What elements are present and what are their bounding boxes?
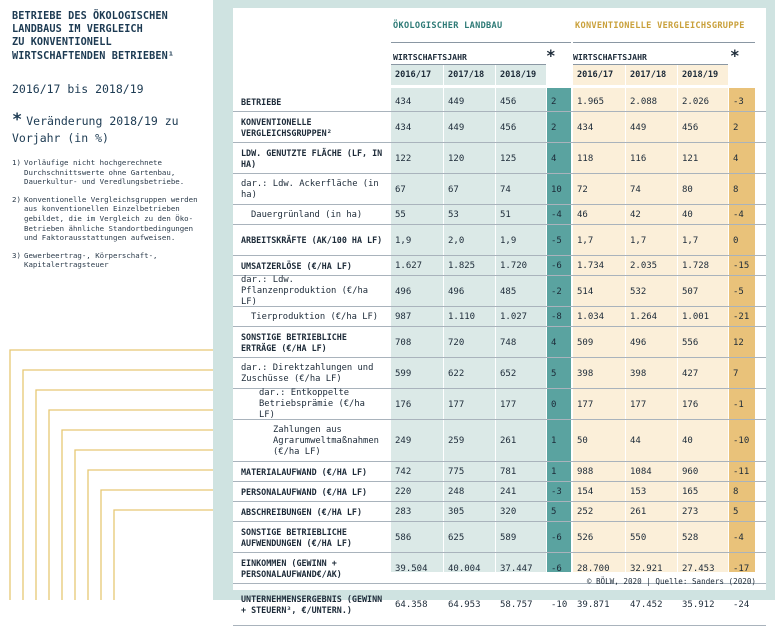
row-label: SONSTIGE BETRIEBLICHE AUFWENDUNGEN (€/HA LF): [241, 526, 352, 548]
conv-value-cell: 153: [630, 487, 647, 497]
row-label: LDW. GENUTZTE FLÄCHE (LF, IN HA): [241, 147, 383, 169]
eco-value-cell: 987: [395, 312, 412, 322]
row-label: dar.: Entkoppelte Betriebsprämie (€/ha LF): [259, 388, 365, 420]
eco-group-header: ÖKOLOGISCHER LANDBAU: [393, 21, 503, 31]
conv-value-cell: 118: [577, 153, 594, 164]
eco-value-cell: 742: [395, 467, 412, 477]
eco-value-cell: 434: [395, 97, 412, 107]
row-label: KONVENTIONELLE VERGLEICHSGRUPPEN²: [241, 116, 332, 138]
eco-value-cell: 120: [448, 153, 465, 164]
conv-change-cell: -4: [733, 210, 744, 220]
asterisk-icon: *: [12, 110, 23, 130]
footnote: [12, 158, 210, 187]
decorative-line: [23, 370, 213, 600]
eco-value-cell: 652: [500, 368, 517, 379]
eco-value-cell: 176: [395, 399, 412, 410]
row-label: UNTERNEHMENSERGEBNIS (GEWINN + STEUERN³, €/UNTERN.): [241, 594, 383, 615]
eco-value-cell: 622: [448, 368, 465, 379]
conv-change-asterisk-icon: *: [730, 46, 740, 65]
eco-change-cell: -10: [551, 600, 568, 610]
table-row: [233, 522, 766, 553]
conv-value-cell: 121: [682, 153, 699, 164]
table-row: [233, 482, 766, 502]
eco-value-cell: 775: [448, 467, 465, 477]
eco-value-cell: 51: [500, 210, 511, 220]
eco-change-cell: 2: [551, 122, 557, 133]
row-label: Tierproduktion (€/ha LF): [251, 311, 379, 322]
table-row: [233, 420, 766, 462]
conv-value-cell: 46: [577, 210, 588, 220]
eco-change-cell: 2: [551, 97, 557, 107]
eco-value-cell: 39.504: [395, 563, 428, 574]
eco-value-cell: 241: [500, 487, 517, 497]
row-label: BETRIEBE: [241, 96, 282, 107]
table-row: [233, 307, 766, 327]
eco-value-cell: 249: [395, 436, 412, 446]
table-row: [233, 256, 766, 276]
page-title: [12, 10, 210, 63]
table-row: [233, 112, 766, 143]
row-label: dar.: Ldw. Ackerfläche (in ha): [241, 178, 379, 200]
eco-change-cell: -6: [551, 532, 562, 543]
conv-value-cell: 1,7: [577, 235, 594, 246]
footnote: [12, 195, 210, 243]
conv-value-cell: 528: [682, 532, 699, 543]
conv-value-cell: 273: [682, 507, 699, 517]
table-row: [233, 327, 766, 358]
decorative-line: [10, 350, 213, 600]
footnotes: [12, 158, 210, 278]
eco-change-cell: -8: [551, 312, 562, 322]
conv-value-cell: 40: [682, 436, 693, 446]
conv-value-cell: 42: [630, 210, 641, 220]
conv-change-cell: 7: [733, 368, 739, 379]
decorative-line: [62, 430, 213, 600]
row-label: ABSCHREIBUNGEN (€/HA LF): [241, 506, 363, 517]
conv-value-cell: 1084: [630, 467, 652, 477]
conv-value-cell: 28.700: [577, 563, 610, 574]
eco-value-cell: 748: [500, 337, 517, 348]
eco-change-cell: -6: [551, 563, 562, 574]
conv-change-cell: -4: [733, 532, 744, 543]
eco-value-cell: 781: [500, 467, 517, 477]
conv-value-cell: 398: [630, 368, 647, 379]
table-row: [233, 225, 766, 256]
eco-value-cell: 305: [448, 507, 465, 517]
eco-value-cell: 625: [448, 532, 465, 543]
table-panel: [213, 0, 775, 615]
conv-value-cell: 74: [630, 184, 641, 195]
conv-year-header: 2017/18: [626, 65, 677, 85]
decorative-line: [49, 410, 213, 600]
table-row: [233, 174, 766, 205]
conv-value-cell: 2.035: [630, 261, 658, 271]
eco-value-cell: 434: [395, 122, 412, 133]
eco-change-cell: 1: [551, 436, 557, 446]
conv-value-cell: 988: [577, 467, 594, 477]
conv-value-cell: 35.912: [682, 600, 715, 610]
conv-value-cell: 116: [630, 153, 647, 164]
eco-value-cell: 496: [395, 286, 412, 297]
conv-value-cell: 427: [682, 368, 699, 379]
eco-value-cell: 53: [448, 210, 459, 220]
conv-change-cell: 8: [733, 487, 739, 497]
eco-value-cell: 122: [395, 153, 412, 164]
eco-change-cell: 4: [551, 337, 557, 348]
table-row: [233, 502, 766, 522]
conv-value-cell: 456: [682, 122, 699, 133]
eco-value-cell: 64.953: [448, 600, 481, 610]
title-line: BETRIEBE DES ÖKOLOGISCHEN: [12, 11, 168, 22]
conv-change-cell: -5: [733, 286, 744, 297]
conv-value-cell: 40: [682, 210, 693, 220]
eco-year-header: 2018/19: [496, 65, 546, 85]
title-line: WIRTSCHAFTENDEN BETRIEBEN¹: [12, 50, 175, 62]
eco-value-cell: 1.027: [500, 312, 528, 322]
conv-value-cell: 1.264: [630, 312, 658, 322]
conv-value-cell: 44: [630, 436, 641, 446]
table-row: [233, 462, 766, 482]
conv-value-cell: 1,7: [682, 235, 699, 246]
conv-value-cell: 177: [630, 399, 647, 410]
conv-value-cell: 27.453: [682, 563, 715, 574]
eco-value-cell: 708: [395, 337, 412, 348]
footnote-text: Gewerbeertrag-, Körperschaft-, Kapitalertragsteuer: [24, 250, 158, 270]
header-divider: [573, 42, 755, 43]
conv-value-cell: 449: [630, 122, 647, 133]
row-label: Dauergrünland (in ha): [251, 209, 363, 220]
row-label: Zahlungen aus Agrarumweltmaßnahmen (€/ha LF): [273, 424, 379, 457]
conv-value-cell: 261: [630, 507, 647, 517]
table-body: [233, 88, 766, 626]
eco-value-cell: 589: [500, 532, 517, 543]
row-label: dar.: Ldw. Pflanzenproduktion (€/ha LF): [241, 275, 369, 307]
eco-value-cell: 283: [395, 507, 412, 517]
eco-value-cell: 248: [448, 487, 465, 497]
change-legend: [12, 112, 210, 147]
conv-value-cell: 72: [577, 184, 588, 195]
row-label: SONSTIGE BETRIEBLICHE ERTRÄGE (€/HA LF): [241, 331, 347, 353]
eco-change-cell: 5: [551, 368, 557, 379]
conv-change-cell: 4: [733, 153, 739, 164]
eco-value-cell: 586: [395, 532, 412, 543]
eco-value-cell: 720: [448, 337, 465, 348]
conv-value-cell: 1.734: [577, 261, 605, 271]
row-label: ARBEITSKRÄFTE (AK/100 HA LF): [241, 235, 383, 245]
conv-group-header: KONVENTIONELLE VERGLEICHSGRUPPE: [575, 21, 745, 31]
table-row: [233, 276, 766, 307]
header-divider: [391, 42, 571, 43]
conv-value-cell: 1,7: [630, 235, 647, 246]
eco-value-cell: 496: [448, 286, 465, 297]
eco-value-cell: 40.004: [448, 563, 481, 574]
eco-change-cell: -5: [551, 235, 562, 246]
eco-change-cell: -3: [551, 487, 562, 497]
decorative-line: [75, 450, 213, 600]
table-row: [233, 389, 766, 420]
table-row: [233, 143, 766, 174]
eco-value-cell: 320: [500, 507, 517, 517]
conv-value-cell: 532: [630, 286, 647, 297]
conv-value-cell: 2.088: [630, 97, 658, 107]
eco-change-cell: -6: [551, 261, 562, 271]
conv-year-header: 2018/19: [678, 65, 728, 85]
eco-value-cell: 449: [448, 122, 465, 133]
eco-value-cell: 456: [500, 97, 517, 107]
eco-year-header: 2017/18: [444, 65, 495, 85]
row-label: EINKOMMEN (GEWINN + PERSONALAUFWAND€/AK): [241, 557, 342, 579]
conv-value-cell: 1.965: [577, 97, 605, 107]
table-row: [233, 584, 766, 626]
eco-value-cell: 64.358: [395, 600, 428, 610]
eco-change-cell: -4: [551, 210, 562, 220]
eco-change-cell: 10: [551, 184, 562, 195]
conv-value-cell: 1.728: [682, 261, 710, 271]
conv-value-cell: 556: [682, 337, 699, 348]
eco-value-cell: 1,9: [395, 235, 412, 246]
conv-value-cell: 165: [682, 487, 699, 497]
conv-change-cell: -17: [733, 563, 750, 574]
conv-value-cell: 398: [577, 368, 594, 379]
eco-value-cell: 74: [500, 184, 511, 195]
eco-value-cell: 58.757: [500, 600, 533, 610]
conv-value-cell: 507: [682, 286, 699, 297]
conv-change-cell: 8: [733, 184, 739, 195]
conv-change-cell: -24: [733, 600, 750, 610]
eco-value-cell: 599: [395, 368, 412, 379]
eco-value-cell: 177: [448, 399, 465, 410]
conv-value-cell: 1.034: [577, 312, 605, 322]
conv-change-cell: -15: [733, 261, 750, 271]
row-label: UMSATZERLÖSE (€/HA LF): [241, 260, 352, 271]
eco-value-cell: 456: [500, 122, 517, 133]
conv-change-cell: 2: [733, 122, 739, 133]
footnote: [12, 251, 210, 270]
conv-value-cell: 496: [630, 337, 647, 348]
table-row: [233, 205, 766, 225]
eco-value-cell: 177: [500, 399, 517, 410]
eco-value-cell: 259: [448, 436, 465, 446]
row-label: dar.: Direktzahlungen und Zuschüsse (€/ha LF): [241, 362, 374, 384]
table-row: [233, 92, 766, 112]
eco-value-cell: 125: [500, 153, 517, 164]
conv-value-cell: 509: [577, 337, 594, 348]
eco-value-cell: 37.447: [500, 563, 533, 574]
row-label: PERSONALAUFWAND (€/HA LF): [241, 486, 368, 497]
conv-change-cell: 0: [733, 235, 739, 246]
conv-value-cell: 252: [577, 507, 594, 517]
conv-value-cell: 32.921: [630, 563, 663, 574]
conv-value-cell: 80: [682, 184, 693, 195]
conv-value-cell: 960: [682, 467, 699, 477]
conv-value-cell: 39.871: [577, 600, 610, 610]
conv-fiscal-year-header: WIRTSCHAFTSJAHR: [573, 52, 647, 62]
eco-value-cell: 1.825: [448, 261, 476, 271]
footnote-number: 1): [12, 158, 21, 167]
eco-value-cell: 261: [500, 436, 517, 446]
eco-value-cell: 67: [448, 184, 459, 195]
eco-change-cell: 4: [551, 153, 557, 164]
eco-change-asterisk-icon: *: [546, 46, 556, 65]
conv-value-cell: 1.001: [682, 312, 710, 322]
comparison-table: [233, 8, 766, 615]
conv-value-cell: 526: [577, 532, 594, 543]
conv-value-cell: 47.452: [630, 600, 663, 610]
eco-value-cell: 449: [448, 97, 465, 107]
conv-year-header: 2016/17: [573, 65, 625, 85]
eco-change-cell: 0: [551, 399, 557, 410]
conv-value-cell: 50: [577, 436, 588, 446]
eco-change-cell: 1: [551, 467, 557, 477]
conv-change-cell: -21: [733, 312, 750, 322]
eco-value-cell: 220: [395, 487, 412, 497]
footnote-number: 2): [12, 194, 21, 204]
decorative-line: [114, 510, 213, 600]
eco-value-cell: 1,9: [500, 235, 517, 246]
conv-change-cell: 5: [733, 507, 739, 517]
eco-change-cell: -2: [551, 286, 562, 297]
conv-value-cell: 176: [682, 399, 699, 410]
eco-value-cell: 1.627: [395, 261, 423, 271]
conv-value-cell: 550: [630, 532, 647, 543]
conv-value-cell: 434: [577, 122, 594, 133]
eco-value-cell: 1.110: [448, 312, 476, 322]
footnote-text: Vorläufige nicht hochgerechnete Durchschnittswerte ohne Gartenbau, Dauerkultur- und Veredlungsbetriebe.: [24, 158, 185, 187]
conv-change-cell: -1: [733, 399, 744, 410]
row-label: MATERIALAUFWAND (€/HA LF): [241, 466, 368, 477]
eco-value-cell: 485: [500, 286, 517, 297]
eco-value-cell: 55: [395, 210, 406, 220]
table-row: [233, 358, 766, 389]
eco-value-cell: 2,0: [448, 235, 465, 246]
conv-change-cell: 12: [733, 337, 744, 348]
change-legend-text: Veränderung 2018/19 zu Vorjahr (in %): [12, 114, 179, 145]
eco-value-cell: 1.720: [500, 261, 528, 271]
conv-value-cell: 2.026: [682, 97, 710, 107]
info-panel: [0, 0, 213, 600]
source-credit: © BÖLW, 2020 | Quelle: Sanders (2020): [586, 577, 756, 586]
conv-value-cell: 514: [577, 286, 594, 297]
title-line: ZU KONVENTIONELL: [12, 37, 112, 49]
decorative-lines: [0, 320, 213, 600]
eco-fiscal-year-header: WIRTSCHAFTSJAHR: [393, 52, 467, 62]
year-range: 2016/17 bis 2018/19: [12, 82, 144, 96]
eco-change-cell: 5: [551, 507, 557, 517]
title-line: LANDBAUS IM VERGLEICH: [12, 24, 143, 36]
conv-change-cell: -10: [733, 436, 750, 446]
conv-value-cell: 177: [577, 399, 594, 410]
decorative-line: [101, 490, 213, 600]
eco-value-cell: 67: [395, 184, 406, 195]
eco-year-header: 2016/17: [391, 65, 443, 85]
conv-change-cell: -3: [733, 97, 744, 107]
conv-change-cell: -11: [733, 467, 750, 477]
footnote-text: Konventionelle Vergleichsgruppen werden aus konventionellen Einzelbetrieben gebildet, die im Vergleich zu den Öko-Betrieben ähnliche Standortbedingungen und Faktorausstattungen aufweisen.: [24, 194, 198, 243]
conv-value-cell: 154: [577, 487, 594, 497]
footnote-number: 3): [12, 250, 21, 260]
